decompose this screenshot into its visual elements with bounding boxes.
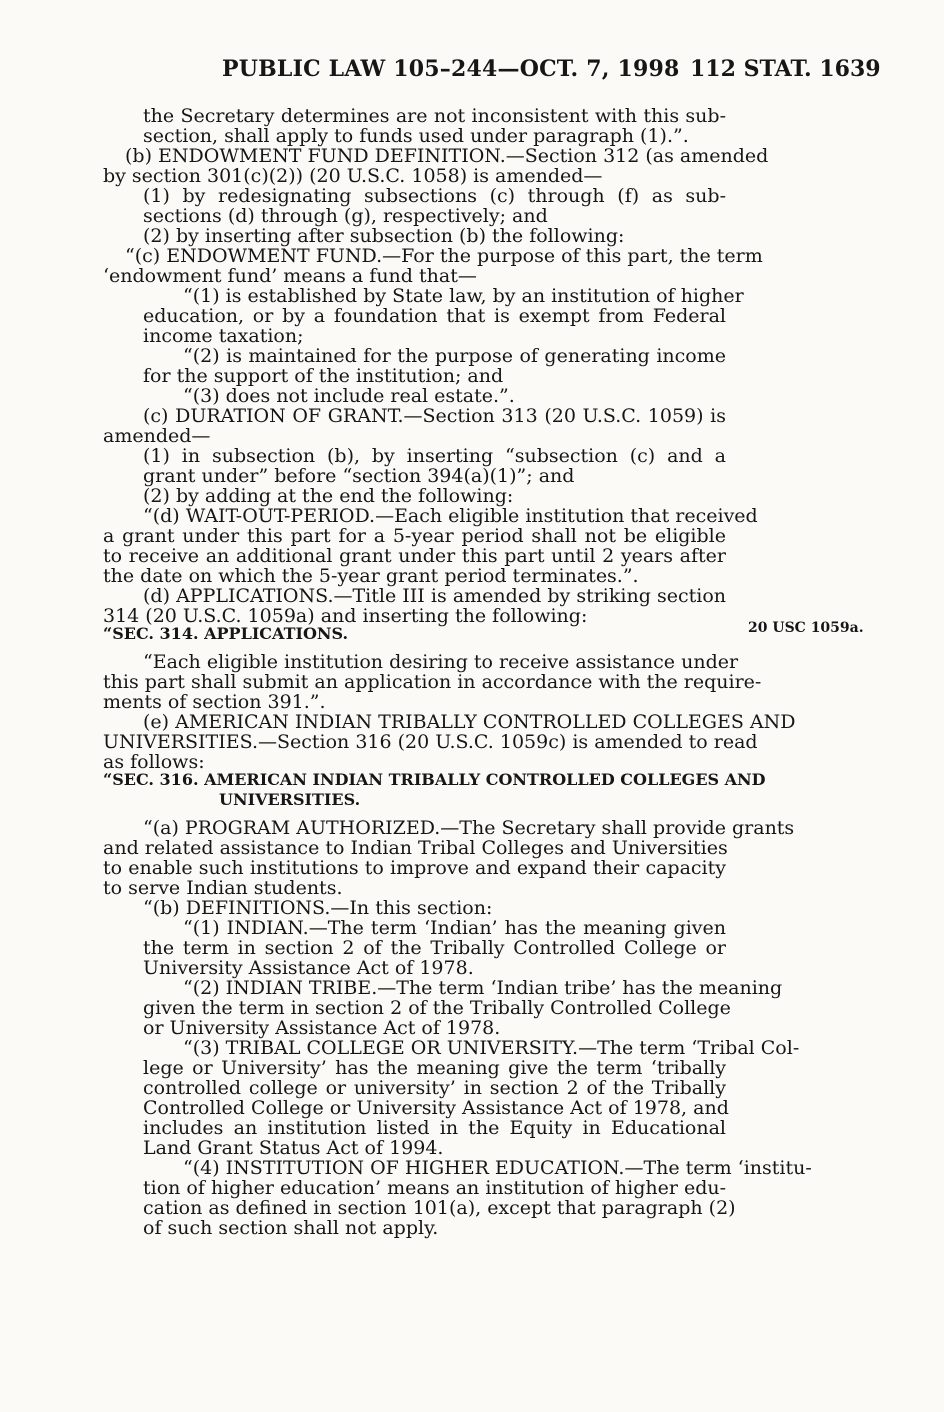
- text-line: the date on which the 5-year grant period terminates.”.: [103, 565, 639, 587]
- text-line: to enable such institutions to improve and expand their capacity: [103, 857, 726, 879]
- text-line: the term in section 2 of the Tribally Controlled College or: [143, 937, 726, 959]
- text-line: given the term in section 2 of the Tribally Controlled College: [143, 997, 731, 1019]
- text-line: “Each eligible institution desiring to receive assistance under: [143, 651, 739, 673]
- text-line: “(2) INDIAN TRIBE.—The term ‘Indian tribe’ has the meaning: [183, 977, 783, 999]
- text-line: “(1) INDIAN.—The term ‘Indian’ has the meaning given: [183, 917, 726, 939]
- text-line: controlled college or university’ in section 2 of the Tribally: [143, 1077, 726, 1099]
- text-line: tion of higher education’ means an institution of higher edu-: [143, 1177, 727, 1199]
- usc-margin-note: 20 USC 1059a.: [748, 620, 864, 636]
- text-line: or University Assistance Act of 1978.: [143, 1017, 501, 1039]
- text-line: ‘endowment fund’ means a fund that—: [103, 265, 477, 287]
- text-line: of such section shall not apply.: [143, 1217, 439, 1239]
- text-line: UNIVERSITIES.—Section 316 (20 U.S.C. 1059c) is amended to read: [103, 731, 758, 753]
- text-line: “(b) DEFINITIONS.—In this section:: [143, 897, 493, 919]
- text-line: cation as defined in section 101(a), except that paragraph (2): [143, 1197, 736, 1219]
- text-line: Controlled College or University Assistance Act of 1978, and: [143, 1097, 729, 1119]
- text-line: (2) by inserting after subsection (b) the following:: [143, 225, 625, 247]
- text-line: education, or by a foundation that is exempt from Federal: [143, 305, 726, 327]
- text-line: (c) DURATION OF GRANT.—Section 313 (20 U.S.C. 1059) is: [143, 405, 726, 427]
- text-line: (d) APPLICATIONS.—Title III is amended by striking section: [143, 585, 726, 607]
- text-line: to serve Indian students.: [103, 877, 343, 899]
- text-line: University Assistance Act of 1978.: [143, 957, 474, 979]
- text-line: “(2) is maintained for the purpose of generating income: [183, 345, 726, 367]
- text-line: as follows:: [103, 751, 205, 773]
- text-line: “(3) does not include real estate.”.: [183, 385, 515, 407]
- text-line: 314 (20 U.S.C. 1059a) and inserting the following:: [103, 605, 588, 627]
- text-line: section, shall apply to funds used under paragraph (1).”.: [143, 125, 689, 147]
- text-line: a grant under this part for a 5-year period shall not be eligible: [103, 525, 726, 547]
- text-line: (e) AMERICAN INDIAN TRIBALLY CONTROLLED COLLEGES AND: [143, 711, 796, 733]
- text-line: for the support of the institution; and: [143, 365, 504, 387]
- section-heading: “SEC. 314. APPLICATIONS.: [103, 624, 349, 643]
- section-heading: “SEC. 316. AMERICAN INDIAN TRIBALLY CONTROLLED COLLEGES AND: [103, 770, 766, 789]
- text-line: (b) ENDOWMENT FUND DEFINITION.—Section 312 (as amended: [125, 145, 769, 167]
- text-line: by section 301(c)(2)) (20 U.S.C. 1058) is amended—: [103, 165, 603, 187]
- text-line: this part shall submit an application in accordance with the require-: [103, 671, 762, 693]
- text-line: amended—: [103, 425, 211, 447]
- text-line: the Secretary determines are not inconsistent with this sub-: [143, 105, 726, 127]
- text-line: (1) in subsection (b), by inserting “subsection (c) and a: [143, 445, 726, 467]
- text-line: lege or University’ has the meaning give the term ‘tribally: [143, 1057, 726, 1079]
- text-line: (2) by adding at the end the following:: [143, 485, 514, 507]
- text-line: (1) by redesignating subsections (c) through (f) as sub-: [143, 185, 726, 207]
- text-line: “(1) is established by State law, by an institution of higher: [183, 285, 744, 307]
- text-line: to receive an additional grant under this part until 2 years after: [103, 545, 726, 567]
- public-law-title: PUBLIC LAW 105–244—OCT. 7, 1998: [222, 56, 680, 82]
- text-line: ments of section 391.”.: [103, 691, 326, 713]
- section-heading: UNIVERSITIES.: [219, 790, 361, 809]
- text-line: “(3) TRIBAL COLLEGE OR UNIVERSITY.—The term ‘Tribal Col-: [183, 1037, 800, 1059]
- text-line: “(d) WAIT-OUT-PERIOD.—Each eligible institution that received: [143, 505, 758, 527]
- text-line: grant under” before “section 394(a)(1)”; and: [143, 465, 575, 487]
- text-line: “(c) ENDOWMENT FUND.—For the purpose of this part, the term: [125, 245, 763, 267]
- text-line: and related assistance to Indian Tribal Colleges and Universities: [103, 837, 728, 859]
- text-line: income taxation;: [143, 325, 304, 347]
- statute-page-number: 112 STAT. 1639: [690, 56, 881, 82]
- text-line: includes an institution listed in the Equity in Educational: [143, 1117, 726, 1139]
- page-header: [0, 56, 944, 86]
- text-line: “(4) INSTITUTION OF HIGHER EDUCATION.—The term ‘institu-: [183, 1157, 812, 1179]
- text-line: “(a) PROGRAM AUTHORIZED.—The Secretary shall provide grants: [143, 817, 795, 839]
- text-line: Land Grant Status Act of 1994.: [143, 1137, 444, 1159]
- text-line: sections (d) through (g), respectively; and: [143, 205, 548, 227]
